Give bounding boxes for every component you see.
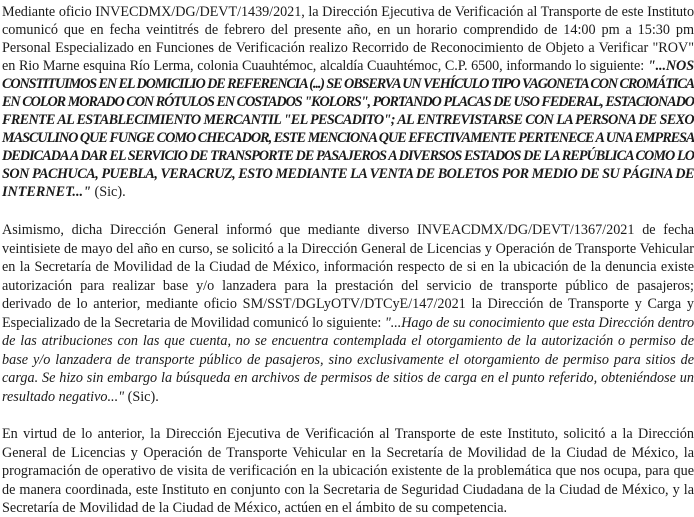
quote-1-line-5: DEDICADA A DAR EL SERVICIO DE TRANSPORTE DE PASAJEROS A DIVERSOS ESTADOS DE LA REPÚBLICA COMO LO bbox=[2, 148, 694, 164]
quote-1-end-line: INTERNET..." (Sic). bbox=[2, 184, 126, 200]
quote-1-start: "...NOS bbox=[647, 58, 694, 74]
quote-1-line-2: EN COLOR MORADO CON RÓTULOS EN COSTADOS "KOLORS", PORTANDO PLACAS DE USO FEDERAL, ESTACIONADO bbox=[2, 94, 694, 110]
quote-1-line-1: CONSTITUIMOS EN EL DOMICILIO DE REFERENCIA (...) SE OBSERVA UN VEHÍCULO TIPO VAGONETA CON CROMÁTICA bbox=[2, 76, 694, 92]
quote-1-line-4: MASCULINO QUE FUNGE COMO CHECADOR, ESTE MENCIONA QUE EFECTIVAMENTE PERTENECE A UNA EMPRESA bbox=[2, 130, 694, 146]
paragraph-2-line-5: derivado de lo anterior, mediante oficio SM/SST/DGLyOTV/DTCyE/147/2021 la Dirección de Transporte y Carga y bbox=[2, 296, 694, 312]
paragraph-3-line-5: Secretaría de Movilidad de la Ciudad de México, actúen en el ámbito de su competencia. bbox=[2, 500, 508, 516]
paragraph-1-line-1: Mediante oficio INVECDMX/DG/DEVT/1439/2021, la Dirección Ejecutiva de Verificación al Transporte de este Instituto bbox=[2, 4, 694, 20]
paragraph-3-line-2: General de Licencias y Operación de Transporte Vehicular en la Secretaría de Movilidad de la Ciudad de México, la bbox=[2, 445, 694, 461]
quote-2-end-line: resultado negativo..." (Sic). bbox=[2, 389, 159, 405]
paragraph-2-line-4: autorización para realizar base y/o lanzadera para la prestación del servicio de transporte público de pasajeros; bbox=[2, 278, 694, 294]
paragraph-1-line-3: Personal Especializado en Funciones de Verificación realizo Recorrido de Reconocimiento de Objeto a Verificar "ROV" bbox=[2, 40, 694, 56]
paragraph-2-line-3: en la Secretaría de Movilidad de la Ciudad de México, información respecto de si en la ubicación de la denuncia existe bbox=[2, 259, 694, 275]
paragraph-1-line-4: en Rio Marne esquina Río Lerma, colonia Cuauhtémoc, alcaldía Cuauhtémoc, C.P. 6500, informando lo siguiente: "...NOS bbox=[2, 58, 694, 74]
paragraph-3-line-3: programación de operativo de visita de verificación en la ubicación existente de la problemática que nos ocupa, para que bbox=[2, 463, 694, 479]
paragraph-3-line-1: En virtud de lo anterior, la Dirección Ejecutiva de Verificación al Transporte de este Instituto, solicitó a la Dirección bbox=[2, 426, 694, 442]
quote-2-start: "...Hago de su conocimiento que esta Dirección dentro bbox=[384, 315, 694, 331]
paragraph-2-line-1: Asimismo, dicha Dirección General informó que mediante diverso INVEACDMX/DG/DEVT/1367/2021 de fecha bbox=[2, 222, 694, 238]
quote-2-line-2: base y/o lanzadera de transporte público de pasajeros, sino exclusivamente el otorgamiento de permiso para sitios de bbox=[2, 352, 694, 368]
paragraph-1-line-2: comunicó que en fecha veintitrés de febrero del presente año, en un horario comprendido de 14:00 pm a 15:30 pm bbox=[2, 22, 694, 38]
paragraph-2-line-6: Especializado de la Secretaria de Movilidad comunicó lo siguiente: "...Hago de su conocimiento que esta Dirección dentro bbox=[2, 315, 694, 331]
quote-2-line-1: de las atribuciones con las que cuenta, no se encuentra contemplada el otorgamiento de la autorización o permiso de bbox=[2, 333, 694, 349]
quote-1-line-3: FRENTE AL ESTABLECIMIENTO MERCANTIL "EL PESCADITO"; AL ENTREVISTARSE CON LA PERSONA DE SEXO bbox=[2, 112, 694, 128]
paragraph-2-line-2: veintisiete de mayo del año en curso, se solicitó a la Dirección General de Licencias y Operación de Transporte Vehicular bbox=[2, 241, 694, 257]
paragraph-3-line-4: de manera coordinada, este Instituto en conjunto con la Secretaria de Seguridad Ciudadana de la Ciudad de México, y la bbox=[2, 482, 694, 498]
quote-1-line-6: SON PACHUCA, PUEBLA, VERACRUZ, ESTO MEDIANTE LA VENTA DE BOLETOS POR MEDIO DE SU PÁGINA DE bbox=[2, 166, 694, 182]
quote-2-line-3: carga. Se hizo sin embargo la búsqueda en archivos de permisos de sitios de carga en el punto referido, obteniéndose un bbox=[2, 370, 694, 386]
